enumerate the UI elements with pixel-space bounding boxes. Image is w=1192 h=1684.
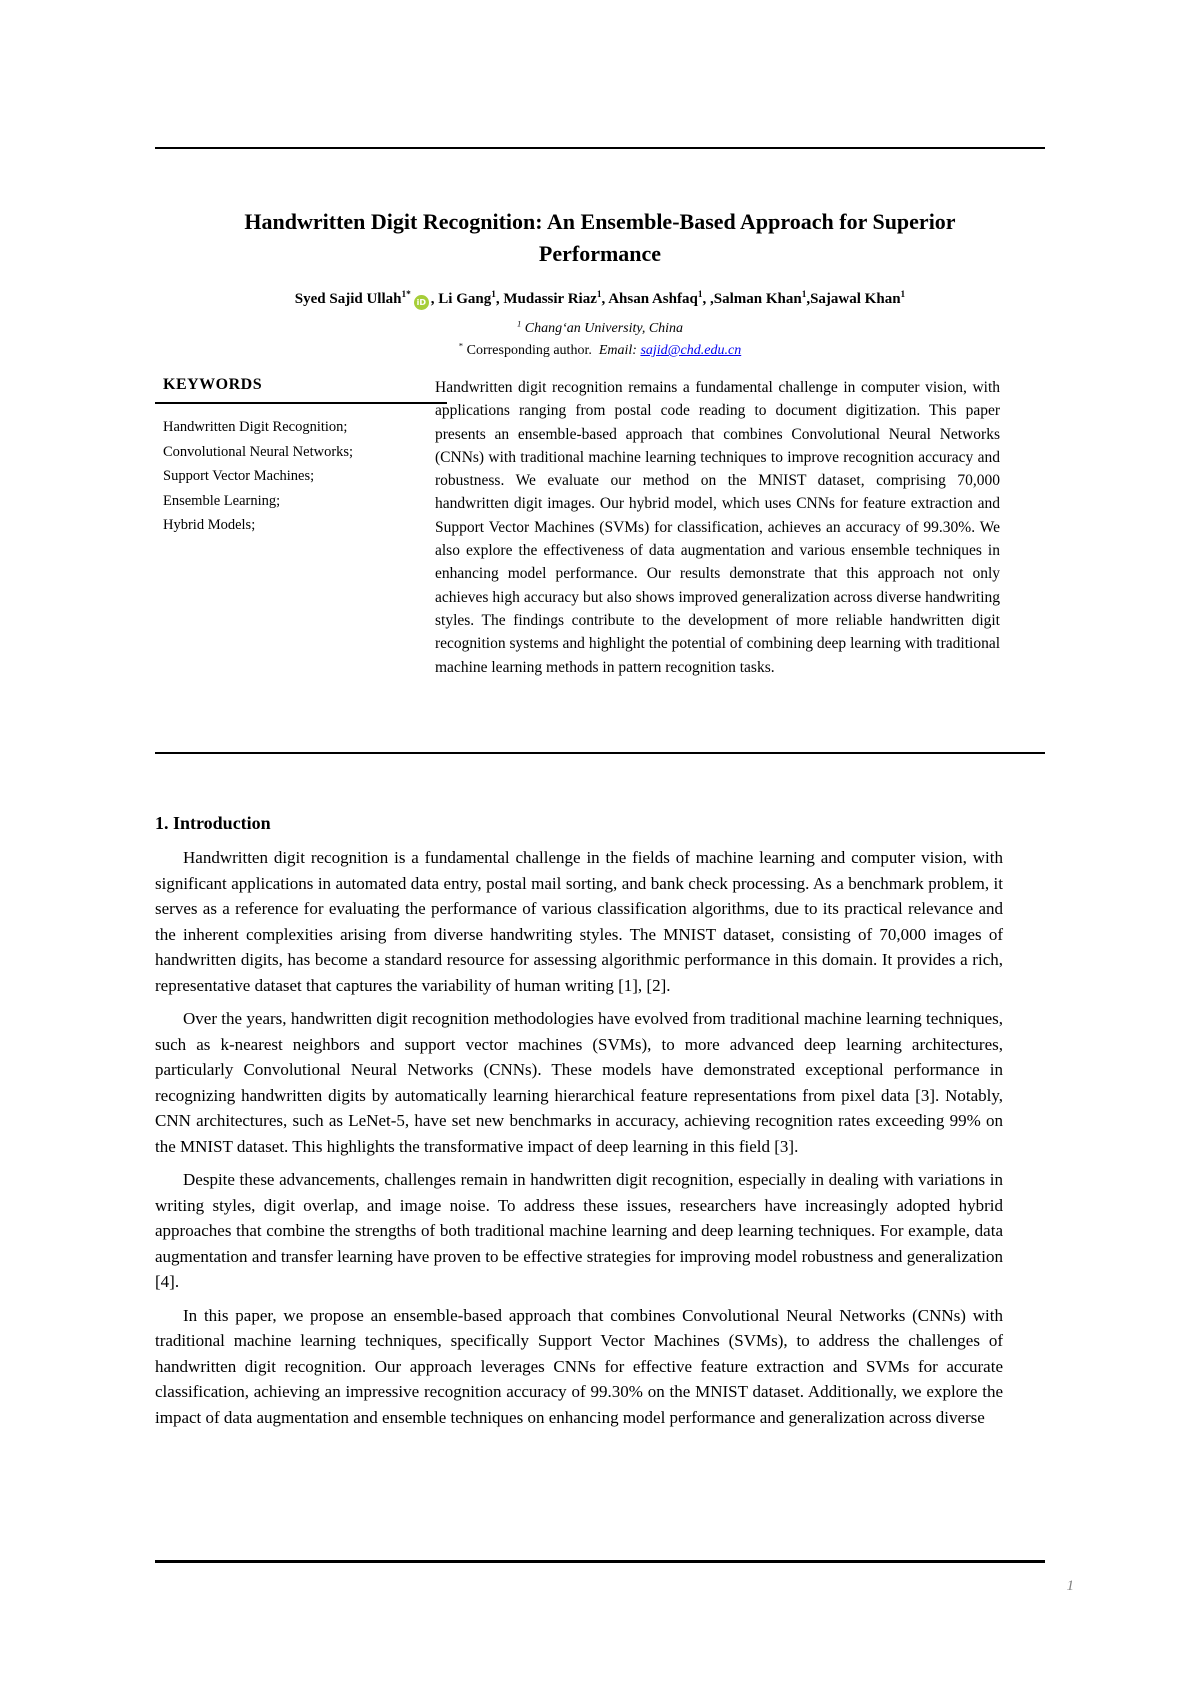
author-superscript: 1* (401, 290, 411, 300)
author-superscript: 1 (697, 290, 703, 300)
email-label: Email: (598, 343, 641, 358)
introduction-paragraph: Over the years, handwritten digit recognition methodologies have evolved from traditional machine learning techniques, such as k-nearest neighbors and support vector machines (SVMs), to more advanced deep learning architectures, particularly Convolutional Neural Networks (CNNs). These models have demonstrated exceptional performance in recognizing handwritten digits by automatically learning hierarchical feature representations from pixel data [3]. Notably, CNN architectures, such as LeNet-5, have set new benchmarks in accuracy, achieving recognition rates exceeding 99% on the MNIST dataset. This highlights the transformative impact of deep learning in this field [3]. (155, 1009, 1003, 1156)
author-name: , Ahsan Ashfaq (601, 291, 698, 307)
author-line (155, 289, 1045, 310)
author-name: , Mudassir Riaz (495, 291, 597, 307)
keyword-item: Handwritten Digit Recognition; (163, 419, 348, 435)
author-name: , ,Salman Khan (702, 291, 802, 307)
introduction-paragraph: Handwritten digit recognition is a fundamental challenge in the fields of machine learning and computer vision, with significant applications in automated data entry, postal mail sorting, and bank check processing. As a benchmark problem, it serves as a reference for evaluating the performance of various classification algorithms, due to its practical relevance and the inherent complexities arising from diverse handwriting styles. The MNIST dataset, consisting of 70,000 images of handwritten digits, has become a standard resource for assessing algorithmic performance in this domain. It provides a rich, representative dataset that captures the variability of human writing [1], [2]. (155, 848, 1003, 995)
header-rule (155, 147, 1045, 149)
introduction-paragraph: In this paper, we propose an ensemble-based approach that combines Convolutional Neural Networks (CNNs) with traditional machine learning techniques, specifically Support Vector Machines (SVMs), to address the challenges of handwritten digit recognition. Our approach leverages CNNs for effective feature extraction and SVMs for accurate classification, achieving an impressive recognition accuracy of 99.30% on the MNIST dataset. Additionally, we explore the impact of data augmentation and ensemble techniques on enhancing model performance and generalization across diverse (155, 1305, 1003, 1427)
orcid-icon[interactable]: iD (414, 295, 429, 310)
corresponding-superscript: * (458, 340, 464, 351)
author-name: ,Sajawal Khan (806, 291, 901, 307)
introduction-heading: 1. Introduction (155, 813, 271, 833)
author-superscript: 1 (596, 290, 602, 300)
introduction-body (155, 845, 1003, 1438)
affiliation-superscript: 1 (516, 318, 522, 329)
keywords-section (155, 376, 447, 538)
author-name: Syed Sajid Ullah (294, 291, 402, 307)
author-name: , Li Gang (430, 291, 492, 307)
keyword-item: Support Vector Machines; (163, 468, 315, 484)
email-link[interactable]: sajid@chd.edu.cn (640, 343, 742, 358)
affiliation (155, 320, 1045, 338)
paper-title-line2: Performance (538, 241, 662, 266)
keyword-item: Convolutional Neural Networks; (163, 443, 354, 460)
keywords-rule (155, 402, 447, 404)
abstract-text: Handwritten digit recognition remains a fundamental challenge in computer vision, with applications ranging from postal code reading to document digitization. This paper presents an ensemble-based approach that combines Convolutional Neural Networks (CNNs) with traditional machine learning techniques to improve recognition accuracy and robustness. We evaluate our method on the MNIST dataset, comprising 70,000 handwritten digit images. Our hybrid model, which uses CNNs for feature extraction and Support Vector Machines (SVMs) for classification, achieves an accuracy of 99.30%. We also explore the effectiveness of data augmentation and various ensemble techniques in enhancing model performance. Our results demonstrate that this approach not only achieves high accuracy but also shows improved generalization across diverse handwriting styles. The findings contribute to the development of more reliable handwritten digit recognition systems and highlight the potential of combining deep learning with traditional machine learning methods in pattern recognition tasks. (435, 379, 1000, 676)
corresponding-text: Corresponding author. (463, 343, 592, 358)
paper-title (155, 206, 1045, 270)
introduction-paragraph: Despite these advancements, challenges remain in handwritten digit recognition, especially in dealing with variations in writing styles, digit overlap, and image noise. To address these issues, researchers have increasingly adopted hybrid approaches that combine the strengths of both traditional machine learning and deep learning techniques. For example, data augmentation and transfer learning have proven to be effective strategies for improving model robustness and generalization [4]. (155, 1170, 1003, 1291)
keyword-item: Hybrid Models; (163, 517, 256, 533)
keyword-item: Ensemble Learning; (163, 492, 281, 509)
corresponding-author-line (155, 342, 1045, 360)
page-number: 1 (1066, 1578, 1074, 1594)
keywords-heading: KEYWORDS (163, 376, 263, 393)
author-superscript: 1 (491, 290, 496, 300)
affiliation-text: Chang‘an University, China (521, 321, 684, 336)
author-superscript: 1 (900, 290, 906, 300)
author-superscript: 1 (801, 290, 807, 300)
paper-title-line1: Handwritten Digit Recognition: An Ensemble-Based Approach for Superior (244, 209, 956, 234)
abstract-bottom-rule (155, 752, 1045, 754)
footer-rule (155, 1560, 1045, 1563)
